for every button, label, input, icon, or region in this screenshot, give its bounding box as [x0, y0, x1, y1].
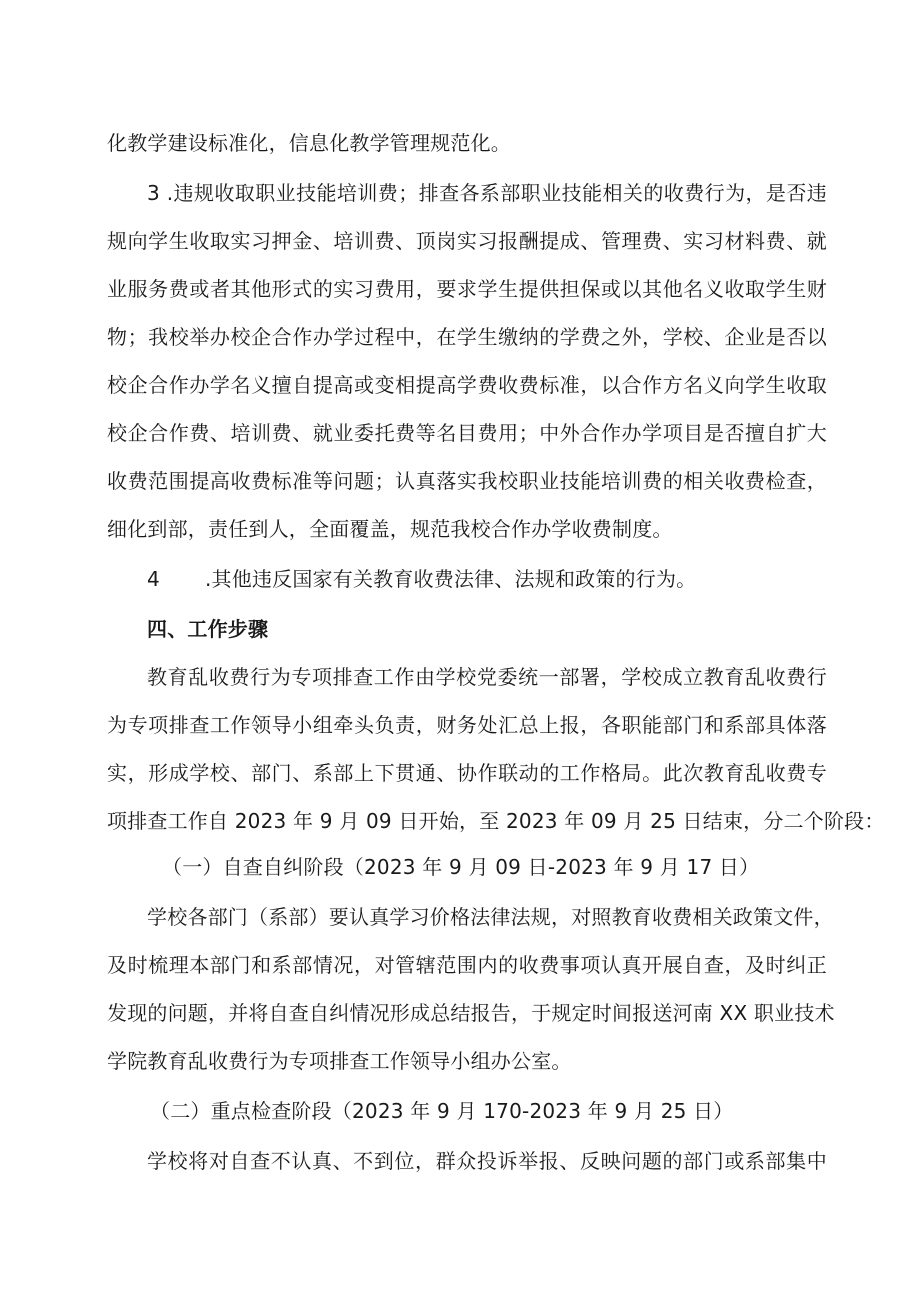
item3-line: 3 .违规收取职业技能培训费；排查各系部职业技能相关的收费行为，是否违	[147, 181, 827, 205]
item3-line: 业服务费或者其他形式的实习费用，要求学生提供担保或以其他名义收取学生财	[107, 277, 827, 301]
stage2-line: 学校将对自查不认真、不到位，群众投诉举报、反映问题的部门或系部集中	[147, 1149, 827, 1173]
paragraph-line: 化教学建设标准化，信息化教学管理规范化。	[107, 131, 511, 155]
item3-line: 物；我校举办校企合作办学过程中，在学生缴纳的学费之外，学校、企业是否以	[107, 325, 827, 349]
steps-line: 教育乱收费行为专项排查工作由学校党委统一部署，学校成立教育乱收费行	[147, 665, 827, 689]
item4-line	[147, 564, 867, 594]
stage1-line: 学校各部门（系部）要认真学习价格法律法规，对照教育收费相关政策文件，	[147, 905, 834, 929]
stage1-line: 及时梳理本部门和系部情况，对管辖范围内的收费事项认真开展自查，及时纠正	[107, 953, 827, 977]
item3-line: 校企合作办学名义擅自提高或变相提高学费收费标准，以合作方名义向学生收取	[107, 373, 827, 397]
item4-number: 4	[147, 567, 160, 591]
item3-line: 细化到部，责任到人，全面覆盖，规范我校合作办学收费制度。	[107, 517, 673, 541]
steps-line: 为专项排查工作领导小组牵头负责，财务处汇总上报，各职能部门和系部具体落	[107, 713, 827, 737]
item3-line: 收费范围提高收费标准等问题；认真落实我校职业技能培训费的相关收费检查，	[107, 469, 827, 493]
stage1-line: 发现的问题，并将自查自纠情况形成总结报告，于规定时间报送河南 XX 职业技术	[107, 1001, 835, 1025]
steps-line: 项排查工作自 2023 年 9 月 09 日开始，至 2023 年 09 月 25 日结束，分二个阶段：	[107, 809, 885, 833]
item3-line: 校企合作费、培训费、就业委托费等名目费用；中外合作办学项目是否擅自扩大	[107, 421, 827, 445]
item4-text: .其他违反国家有关教育收费法律、法规和政策的行为。	[205, 567, 697, 591]
steps-line: 实，形成学校、部门、系部上下贯通、协作联动的工作格局。此次教育乱收费专	[107, 761, 827, 785]
stage2-heading: （二）重点检查阶段（2023 年 9 月 170-2023 年 9 月 25 日）	[150, 1099, 734, 1123]
item3-line: 规向学生收取实习押金、培训费、顶岗实习报酬提成、管理费、实习材料费、就	[107, 229, 827, 253]
stage1-line: 学院教育乱收费行为专项排查工作领导小组办公室。	[107, 1049, 572, 1073]
stage1-heading: （一）自查自纠阶段（2023 年 9 月 09 日-2023 年 9 月 17 日）	[162, 855, 760, 879]
section-heading: 四、工作步骤	[147, 617, 269, 641]
